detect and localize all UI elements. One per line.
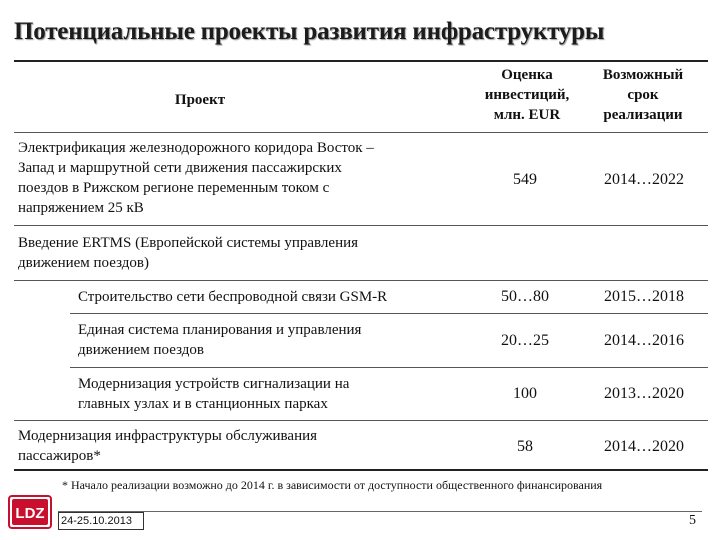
footer-rule <box>58 511 702 512</box>
row-rule <box>14 225 708 226</box>
header-period-line: срок <box>627 87 659 103</box>
row-period: 2015…2018 <box>604 288 684 305</box>
table-row-name <box>78 374 478 414</box>
row-name-line: главных узлах и в станционных парках <box>78 396 328 412</box>
row-rule <box>14 280 708 281</box>
table-row-name <box>18 138 468 218</box>
header-investment <box>462 65 592 125</box>
row-name-line: Модернизация устройств сигнализации на <box>78 376 350 392</box>
header-period-line: реализации <box>603 107 683 123</box>
table-row-name <box>78 320 478 360</box>
row-name-line: движением поездов) <box>18 255 149 271</box>
row-name-line: движением поездов <box>78 342 204 358</box>
row-investment: 58 <box>517 438 533 455</box>
date-label: 24-25.10.2013 <box>58 512 144 530</box>
row-investment: 50…80 <box>501 288 549 305</box>
row-rule <box>70 313 708 314</box>
table-row-name <box>18 233 468 273</box>
table-row-name <box>78 287 478 307</box>
table-bottom-rule <box>14 469 708 471</box>
row-name-line: Модернизация инфраструктуры обслуживания <box>18 428 318 444</box>
footnote: * Начало реализации возможно до 2014 г. в зависимости от доступности общественного финансирования <box>62 478 603 492</box>
header-project: Проект <box>174 92 226 108</box>
page-number: 5 <box>689 513 696 528</box>
row-investment: 549 <box>513 171 537 188</box>
row-name-line: Запад и маршрутной сети движения пассажирских <box>18 160 342 176</box>
header-investment-line: Оценка <box>501 67 553 83</box>
row-period: 2014…2016 <box>604 332 684 349</box>
ldz-logo-icon <box>8 490 52 534</box>
row-name-line: Единая система планирования и управления <box>78 322 362 338</box>
row-rule <box>70 367 708 368</box>
logo-text: LDZ <box>15 505 45 522</box>
row-rule <box>14 420 708 421</box>
header-investment-line: млн. EUR <box>493 107 561 123</box>
row-name-line: Строительство сети беспроводной связи GSM-R <box>78 289 388 305</box>
row-name-line: Электрификация железнодорожного коридора Восток – <box>18 140 374 156</box>
header-rule <box>14 132 708 133</box>
table-row-name <box>18 426 468 466</box>
row-investment: 20…25 <box>501 332 549 349</box>
header-investment-line: инвестиций, <box>484 87 570 103</box>
row-investment: 100 <box>513 385 537 402</box>
row-name-line: пассажиров* <box>18 448 101 464</box>
row-name-line: Введение ERTMS (Европейской системы управления <box>18 235 359 251</box>
row-name-line: напряжением 25 кВ <box>18 200 144 216</box>
table-top-rule <box>14 60 708 62</box>
row-period: 2014…2022 <box>604 171 684 188</box>
row-name-line: поездов в Рижском регионе переменным током с <box>18 180 330 196</box>
row-period: 2014…2020 <box>604 438 684 455</box>
header-period-line: Возможный <box>602 67 684 83</box>
header-period <box>584 65 702 125</box>
page-title: Потенциальные проекты развития инфраструктуры <box>14 18 605 45</box>
row-period: 2013…2020 <box>604 385 684 402</box>
ldz-logo <box>8 490 52 534</box>
